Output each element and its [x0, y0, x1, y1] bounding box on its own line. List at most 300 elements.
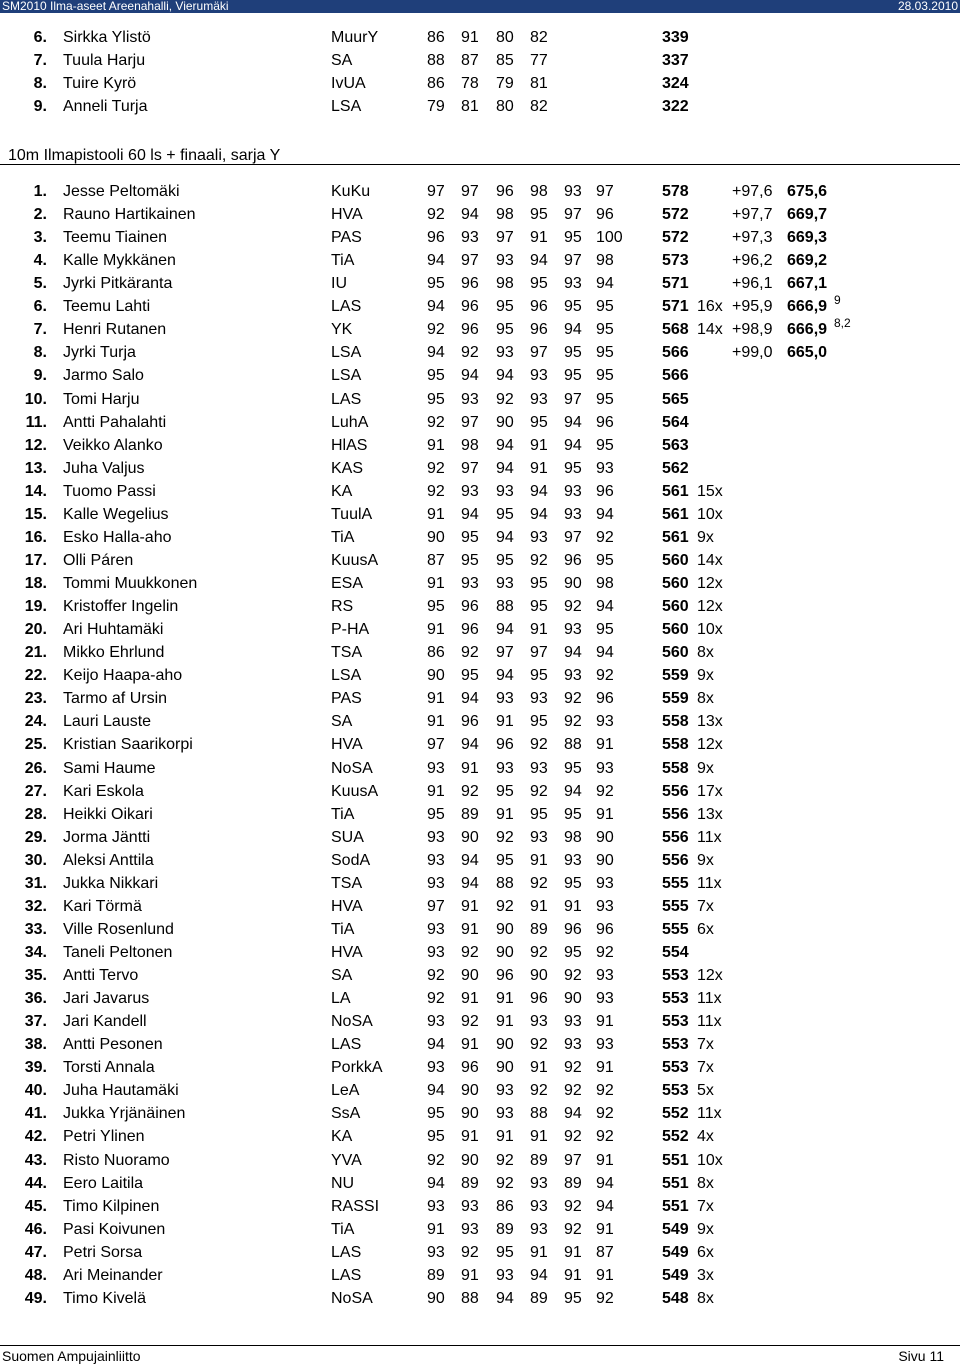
- rank: 27.: [24, 782, 47, 800]
- series-score: 94: [564, 436, 582, 454]
- total-score: 565: [662, 390, 689, 408]
- series-score: 93: [427, 1243, 445, 1261]
- shooter-name: Ari Huhtamäki: [63, 621, 164, 639]
- series-score: 82: [530, 98, 548, 115]
- series-score: 93: [596, 459, 614, 477]
- grand-total: 669,7: [787, 206, 828, 224]
- shooter-name: Kari Eskola: [63, 782, 144, 800]
- shooter-name: Kristian Saarikorpi: [63, 736, 193, 754]
- total-score: 553: [662, 1082, 689, 1100]
- shooter-name: Jari Kandell: [63, 1013, 147, 1031]
- series-score: 97: [461, 252, 479, 270]
- inner-tens: 13x: [697, 713, 723, 731]
- club: SA: [331, 967, 353, 985]
- series-score: 97: [564, 252, 582, 270]
- result-row: [0, 49, 960, 72]
- series-score: 95: [427, 367, 445, 385]
- series-score: 88: [564, 736, 582, 754]
- series-score: 90: [530, 967, 548, 985]
- series-score: 95: [596, 621, 614, 639]
- shooter-name: Tomi Harju: [63, 390, 140, 408]
- series-score: 95: [596, 551, 614, 569]
- series-score: 93: [427, 828, 445, 846]
- series-score: 94: [596, 1174, 614, 1192]
- club: LSA: [331, 98, 362, 115]
- final-score: +95,9: [732, 298, 773, 316]
- series-score: 94: [496, 367, 514, 385]
- club: TSA: [331, 644, 363, 662]
- series-score: 93: [564, 275, 582, 293]
- inner-tens: 8x: [697, 1174, 714, 1192]
- series-score: 91: [461, 1128, 479, 1146]
- series-score: 93: [530, 1197, 548, 1215]
- rank: 46.: [24, 1220, 47, 1238]
- result-row: [0, 572, 960, 595]
- rank: 14.: [24, 482, 47, 500]
- series-score: 92: [496, 828, 514, 846]
- series-score: 94: [461, 206, 479, 224]
- series-score: 93: [427, 759, 445, 777]
- total-score: 566: [662, 367, 689, 385]
- shooter-name: Mikko Ehrlund: [63, 644, 165, 662]
- club: KuusA: [331, 782, 379, 800]
- series-score: 93: [564, 1013, 582, 1031]
- series-score: 91: [496, 713, 514, 731]
- total-score: 556: [662, 851, 689, 869]
- result-row: [0, 641, 960, 664]
- shooter-name: Petri Sorsa: [63, 1243, 143, 1261]
- series-score: 89: [530, 1289, 548, 1307]
- series-score: 92: [461, 644, 479, 662]
- inner-tens: 14x: [697, 551, 723, 569]
- series-score: 92: [496, 390, 514, 408]
- rank: 28.: [24, 805, 47, 823]
- final-score: +96,1: [732, 275, 773, 293]
- inner-tens: 12x: [697, 575, 723, 593]
- series-score: 95: [530, 413, 548, 431]
- club: KA: [331, 482, 353, 500]
- series-score: 93: [427, 1197, 445, 1215]
- final-score: +97,3: [732, 229, 773, 247]
- series-score: 92: [461, 1243, 479, 1261]
- series-score: 80: [496, 98, 514, 115]
- inner-tens: 10x: [697, 621, 723, 639]
- rank: 36.: [24, 990, 47, 1008]
- inner-tens: 12x: [697, 598, 723, 616]
- result-row: [0, 411, 960, 434]
- inner-tens: 10x: [697, 505, 723, 523]
- series-score: 94: [530, 505, 548, 523]
- series-score: 97: [564, 206, 582, 224]
- series-score: 96: [461, 321, 479, 339]
- series-score: 86: [427, 644, 445, 662]
- footer-divider: [0, 1345, 960, 1346]
- series-score: 88: [496, 874, 514, 892]
- club: SA: [331, 713, 353, 731]
- rank: 18.: [24, 575, 47, 593]
- result-row: [0, 964, 960, 987]
- club: TiA: [331, 805, 355, 823]
- series-score: 93: [496, 1266, 514, 1284]
- club: TiA: [331, 920, 355, 938]
- series-score: 92: [564, 1220, 582, 1238]
- page-number: Sivu 11: [898, 1348, 944, 1364]
- series-score: 93: [596, 874, 614, 892]
- series-score: 92: [530, 943, 548, 961]
- shooter-name: Jukka Nikkari: [63, 874, 159, 892]
- series-score: 94: [496, 459, 514, 477]
- series-score: 94: [427, 1036, 445, 1054]
- series-score: 91: [596, 1266, 614, 1284]
- series-score: 93: [530, 1013, 548, 1031]
- series-score: 93: [496, 252, 514, 270]
- series-score: 97: [496, 644, 514, 662]
- rank: 40.: [24, 1082, 47, 1100]
- series-score: 92: [564, 1128, 582, 1146]
- series-score: 92: [564, 690, 582, 708]
- club: LAS: [331, 1243, 362, 1261]
- inner-tens: 11x: [697, 1105, 722, 1123]
- total-score: 560: [662, 575, 689, 593]
- series-score: 89: [530, 920, 548, 938]
- inner-tens: 6x: [697, 920, 714, 938]
- series-score: 89: [564, 1174, 582, 1192]
- series-score: 100: [596, 229, 623, 247]
- rank: 6.: [33, 29, 47, 46]
- series-score: 92: [427, 413, 445, 431]
- series-score: 90: [564, 575, 582, 593]
- series-score: 91: [461, 29, 479, 46]
- series-score: 91: [427, 621, 445, 639]
- series-score: 93: [427, 851, 445, 869]
- series-score: 91: [564, 1243, 582, 1261]
- series-score: 91: [461, 990, 479, 1008]
- series-score: 91: [530, 1243, 548, 1261]
- series-score: 92: [564, 967, 582, 985]
- shooter-name: Timo Kivelä: [63, 1289, 146, 1307]
- shooter-name: Eero Laitila: [63, 1174, 144, 1192]
- series-score: 92: [427, 321, 445, 339]
- club: TiA: [331, 528, 355, 546]
- club: LAS: [331, 1266, 362, 1284]
- result-row: [0, 1218, 960, 1241]
- series-score: 89: [461, 805, 479, 823]
- series-score: 93: [530, 828, 548, 846]
- series-score: 92: [564, 1197, 582, 1215]
- series-score: 82: [530, 29, 548, 46]
- series-score: 96: [596, 413, 614, 431]
- series-score: 93: [564, 621, 582, 639]
- rank: 23.: [24, 690, 47, 708]
- total-score: 558: [662, 759, 689, 777]
- series-score: 92: [530, 551, 548, 569]
- shoot-off-score: 8,2: [834, 316, 851, 331]
- grand-total: 667,1: [787, 275, 828, 293]
- club: TuulA: [331, 505, 373, 523]
- total-score: 553: [662, 1036, 689, 1054]
- shooter-name: Sami Haume: [63, 759, 156, 777]
- series-score: 91: [427, 690, 445, 708]
- rank: 17.: [24, 551, 47, 569]
- result-row: [0, 226, 960, 249]
- rank: 32.: [24, 897, 47, 915]
- series-score: 93: [530, 690, 548, 708]
- total-score: 560: [662, 644, 689, 662]
- series-score: 93: [496, 690, 514, 708]
- result-row: [0, 1264, 960, 1287]
- series-score: 96: [596, 920, 614, 938]
- result-row: [0, 618, 960, 641]
- series-score: 88: [530, 1105, 548, 1123]
- series-score: 91: [530, 1059, 548, 1077]
- final-score: +97,6: [732, 183, 773, 200]
- series-score: 93: [564, 667, 582, 685]
- series-score: 91: [596, 1151, 614, 1169]
- rank: 43.: [24, 1151, 47, 1169]
- series-score: 90: [496, 920, 514, 938]
- series-score: 85: [496, 52, 514, 69]
- club: HVA: [331, 897, 363, 915]
- total-score: 559: [662, 667, 689, 685]
- rank: 31.: [24, 874, 47, 892]
- series-score: 98: [461, 436, 479, 454]
- result-row: [0, 434, 960, 457]
- inner-tens: 7x: [697, 1197, 714, 1215]
- club: SUA: [331, 828, 364, 846]
- series-score: 93: [530, 1220, 548, 1238]
- series-score: 93: [530, 1174, 548, 1192]
- result-row: [0, 895, 960, 918]
- series-score: 95: [427, 275, 445, 293]
- shooter-name: Tarmo af Ursin: [63, 690, 168, 708]
- inner-tens: 9x: [697, 528, 714, 546]
- total-score: 572: [662, 229, 689, 247]
- series-score: 92: [564, 1059, 582, 1077]
- series-score: 92: [496, 1174, 514, 1192]
- rank: 20.: [24, 621, 47, 639]
- result-row: [0, 849, 960, 872]
- series-score: 94: [427, 1174, 445, 1192]
- result-row: [0, 526, 960, 549]
- club: NoSA: [331, 1013, 373, 1031]
- inner-tens: 12x: [697, 967, 723, 985]
- shooter-name: Tuire Kyrö: [63, 75, 137, 92]
- series-score: 93: [564, 183, 582, 200]
- rank: 12.: [24, 436, 47, 454]
- shooter-name: Antti Pesonen: [63, 1036, 163, 1054]
- club: IU: [331, 275, 347, 293]
- rank: 16.: [24, 528, 47, 546]
- total-score: 337: [662, 52, 689, 69]
- total-score: 571: [662, 275, 689, 293]
- series-score: 94: [596, 505, 614, 523]
- total-score: 552: [662, 1128, 689, 1146]
- rank: 19.: [24, 598, 47, 616]
- series-score: 92: [530, 874, 548, 892]
- total-score: 578: [662, 183, 689, 200]
- grand-total: 669,3: [787, 229, 828, 247]
- inner-tens: 15x: [697, 482, 723, 500]
- result-row: [0, 457, 960, 480]
- total-score: 568: [662, 321, 689, 339]
- rank: 49.: [24, 1289, 47, 1307]
- series-score: 91: [596, 736, 614, 754]
- series-score: 90: [496, 413, 514, 431]
- page-footer: [0, 1347, 960, 1365]
- series-score: 93: [596, 967, 614, 985]
- rank: 24.: [24, 713, 47, 731]
- inner-tens: 8x: [697, 1289, 714, 1307]
- shooter-name: Juha Hautamäki: [63, 1082, 179, 1100]
- inner-tens: 9x: [697, 1220, 714, 1238]
- series-score: 91: [461, 920, 479, 938]
- series-score: 93: [530, 367, 548, 385]
- club: PAS: [331, 690, 362, 708]
- series-score: 94: [530, 1266, 548, 1284]
- series-score: 95: [530, 275, 548, 293]
- series-score: 94: [461, 690, 479, 708]
- club: HVA: [331, 736, 363, 754]
- series-score: 94: [496, 621, 514, 639]
- grand-total: 666,9: [787, 321, 828, 339]
- series-score: 80: [496, 29, 514, 46]
- series-score: 91: [530, 851, 548, 869]
- result-row: [0, 1172, 960, 1195]
- series-score: 93: [427, 1013, 445, 1031]
- total-score: 551: [662, 1151, 689, 1169]
- inner-tens: 17x: [697, 782, 723, 800]
- series-score: 94: [596, 598, 614, 616]
- result-row: [0, 1056, 960, 1079]
- series-score: 95: [564, 367, 582, 385]
- series-score: 92: [427, 206, 445, 224]
- club: SA: [331, 52, 353, 69]
- series-score: 95: [564, 1289, 582, 1307]
- shooter-name: Esko Halla-aho: [63, 528, 172, 546]
- total-score: 553: [662, 1013, 689, 1031]
- event-date: 28.03.2010: [897, 0, 958, 13]
- shooter-name: Anneli Turja: [63, 98, 148, 115]
- series-score: 95: [564, 344, 582, 362]
- series-score: 95: [564, 759, 582, 777]
- inner-tens: 8x: [697, 644, 714, 662]
- rank: 11.: [25, 413, 47, 431]
- shooter-name: Heikki Oikari: [63, 805, 153, 823]
- series-score: 90: [461, 1151, 479, 1169]
- inner-tens: 13x: [697, 805, 723, 823]
- series-score: 90: [596, 851, 614, 869]
- series-score: 93: [496, 759, 514, 777]
- club: P-HA: [331, 621, 370, 639]
- series-score: 90: [496, 943, 514, 961]
- series-score: 90: [427, 1289, 445, 1307]
- series-score: 91: [530, 1128, 548, 1146]
- club: LeA: [331, 1082, 360, 1100]
- series-score: 89: [496, 1220, 514, 1238]
- series-score: 93: [564, 1036, 582, 1054]
- rank: 7.: [33, 321, 47, 339]
- series-score: 92: [427, 482, 445, 500]
- series-score: 87: [427, 551, 445, 569]
- total-score: 555: [662, 874, 689, 892]
- shooter-name: Kristoffer Ingelin: [63, 598, 179, 616]
- series-score: 96: [564, 920, 582, 938]
- series-score: 93: [461, 482, 479, 500]
- rank: 34.: [24, 943, 47, 961]
- series-score: 77: [530, 52, 548, 69]
- result-row: [0, 918, 960, 941]
- final-score: +97,7: [732, 206, 773, 224]
- series-score: 97: [496, 229, 514, 247]
- rank: 15.: [24, 505, 47, 523]
- result-row: [0, 26, 960, 49]
- total-score: 562: [662, 459, 689, 477]
- total-score: 324: [662, 75, 689, 92]
- result-row: [0, 941, 960, 964]
- club: KA: [331, 1128, 353, 1146]
- shooter-name: Timo Kilpinen: [63, 1197, 160, 1215]
- series-score: 91: [427, 436, 445, 454]
- series-score: 97: [564, 390, 582, 408]
- series-score: 95: [530, 575, 548, 593]
- series-score: 92: [496, 897, 514, 915]
- series-score: 86: [496, 1197, 514, 1215]
- series-score: 91: [427, 575, 445, 593]
- series-score: 95: [427, 390, 445, 408]
- result-row: [0, 1102, 960, 1125]
- series-score: 93: [461, 229, 479, 247]
- total-score: 339: [662, 29, 689, 46]
- rank: 47.: [24, 1243, 47, 1261]
- shooter-name: Teemu Tiainen: [63, 229, 168, 247]
- result-row: [0, 1241, 960, 1264]
- series-score: 93: [496, 1082, 514, 1100]
- total-score: 553: [662, 990, 689, 1008]
- series-score: 91: [461, 1266, 479, 1284]
- shooter-name: Aleksi Anttila: [63, 851, 154, 869]
- shooter-name: Kalle Wegelius: [63, 505, 169, 523]
- club: PAS: [331, 229, 362, 247]
- club: PorkkA: [331, 1059, 383, 1077]
- shooter-name: Torsti Annala: [63, 1059, 155, 1077]
- series-score: 92: [530, 736, 548, 754]
- series-score: 90: [461, 828, 479, 846]
- series-score: 93: [427, 920, 445, 938]
- series-score: 92: [564, 713, 582, 731]
- series-score: 97: [427, 736, 445, 754]
- section-divider: [0, 164, 960, 165]
- shooter-name: Pasi Koivunen: [63, 1220, 166, 1238]
- shooter-name: Ville Rosenlund: [63, 920, 174, 938]
- series-score: 93: [427, 1059, 445, 1077]
- rank: 41.: [24, 1105, 47, 1123]
- series-score: 92: [596, 1128, 614, 1146]
- series-score: 92: [564, 598, 582, 616]
- series-score: 94: [461, 851, 479, 869]
- series-score: 95: [530, 805, 548, 823]
- total-score: 548: [662, 1289, 689, 1307]
- shooter-name: Henri Rutanen: [63, 321, 167, 339]
- series-score: 91: [461, 897, 479, 915]
- result-row: [0, 388, 960, 411]
- series-score: 95: [564, 229, 582, 247]
- series-score: 96: [496, 967, 514, 985]
- series-score: 94: [427, 252, 445, 270]
- series-score: 96: [461, 713, 479, 731]
- inner-tens: 7x: [697, 1036, 714, 1054]
- club: LA: [331, 990, 351, 1008]
- series-score: 95: [530, 667, 548, 685]
